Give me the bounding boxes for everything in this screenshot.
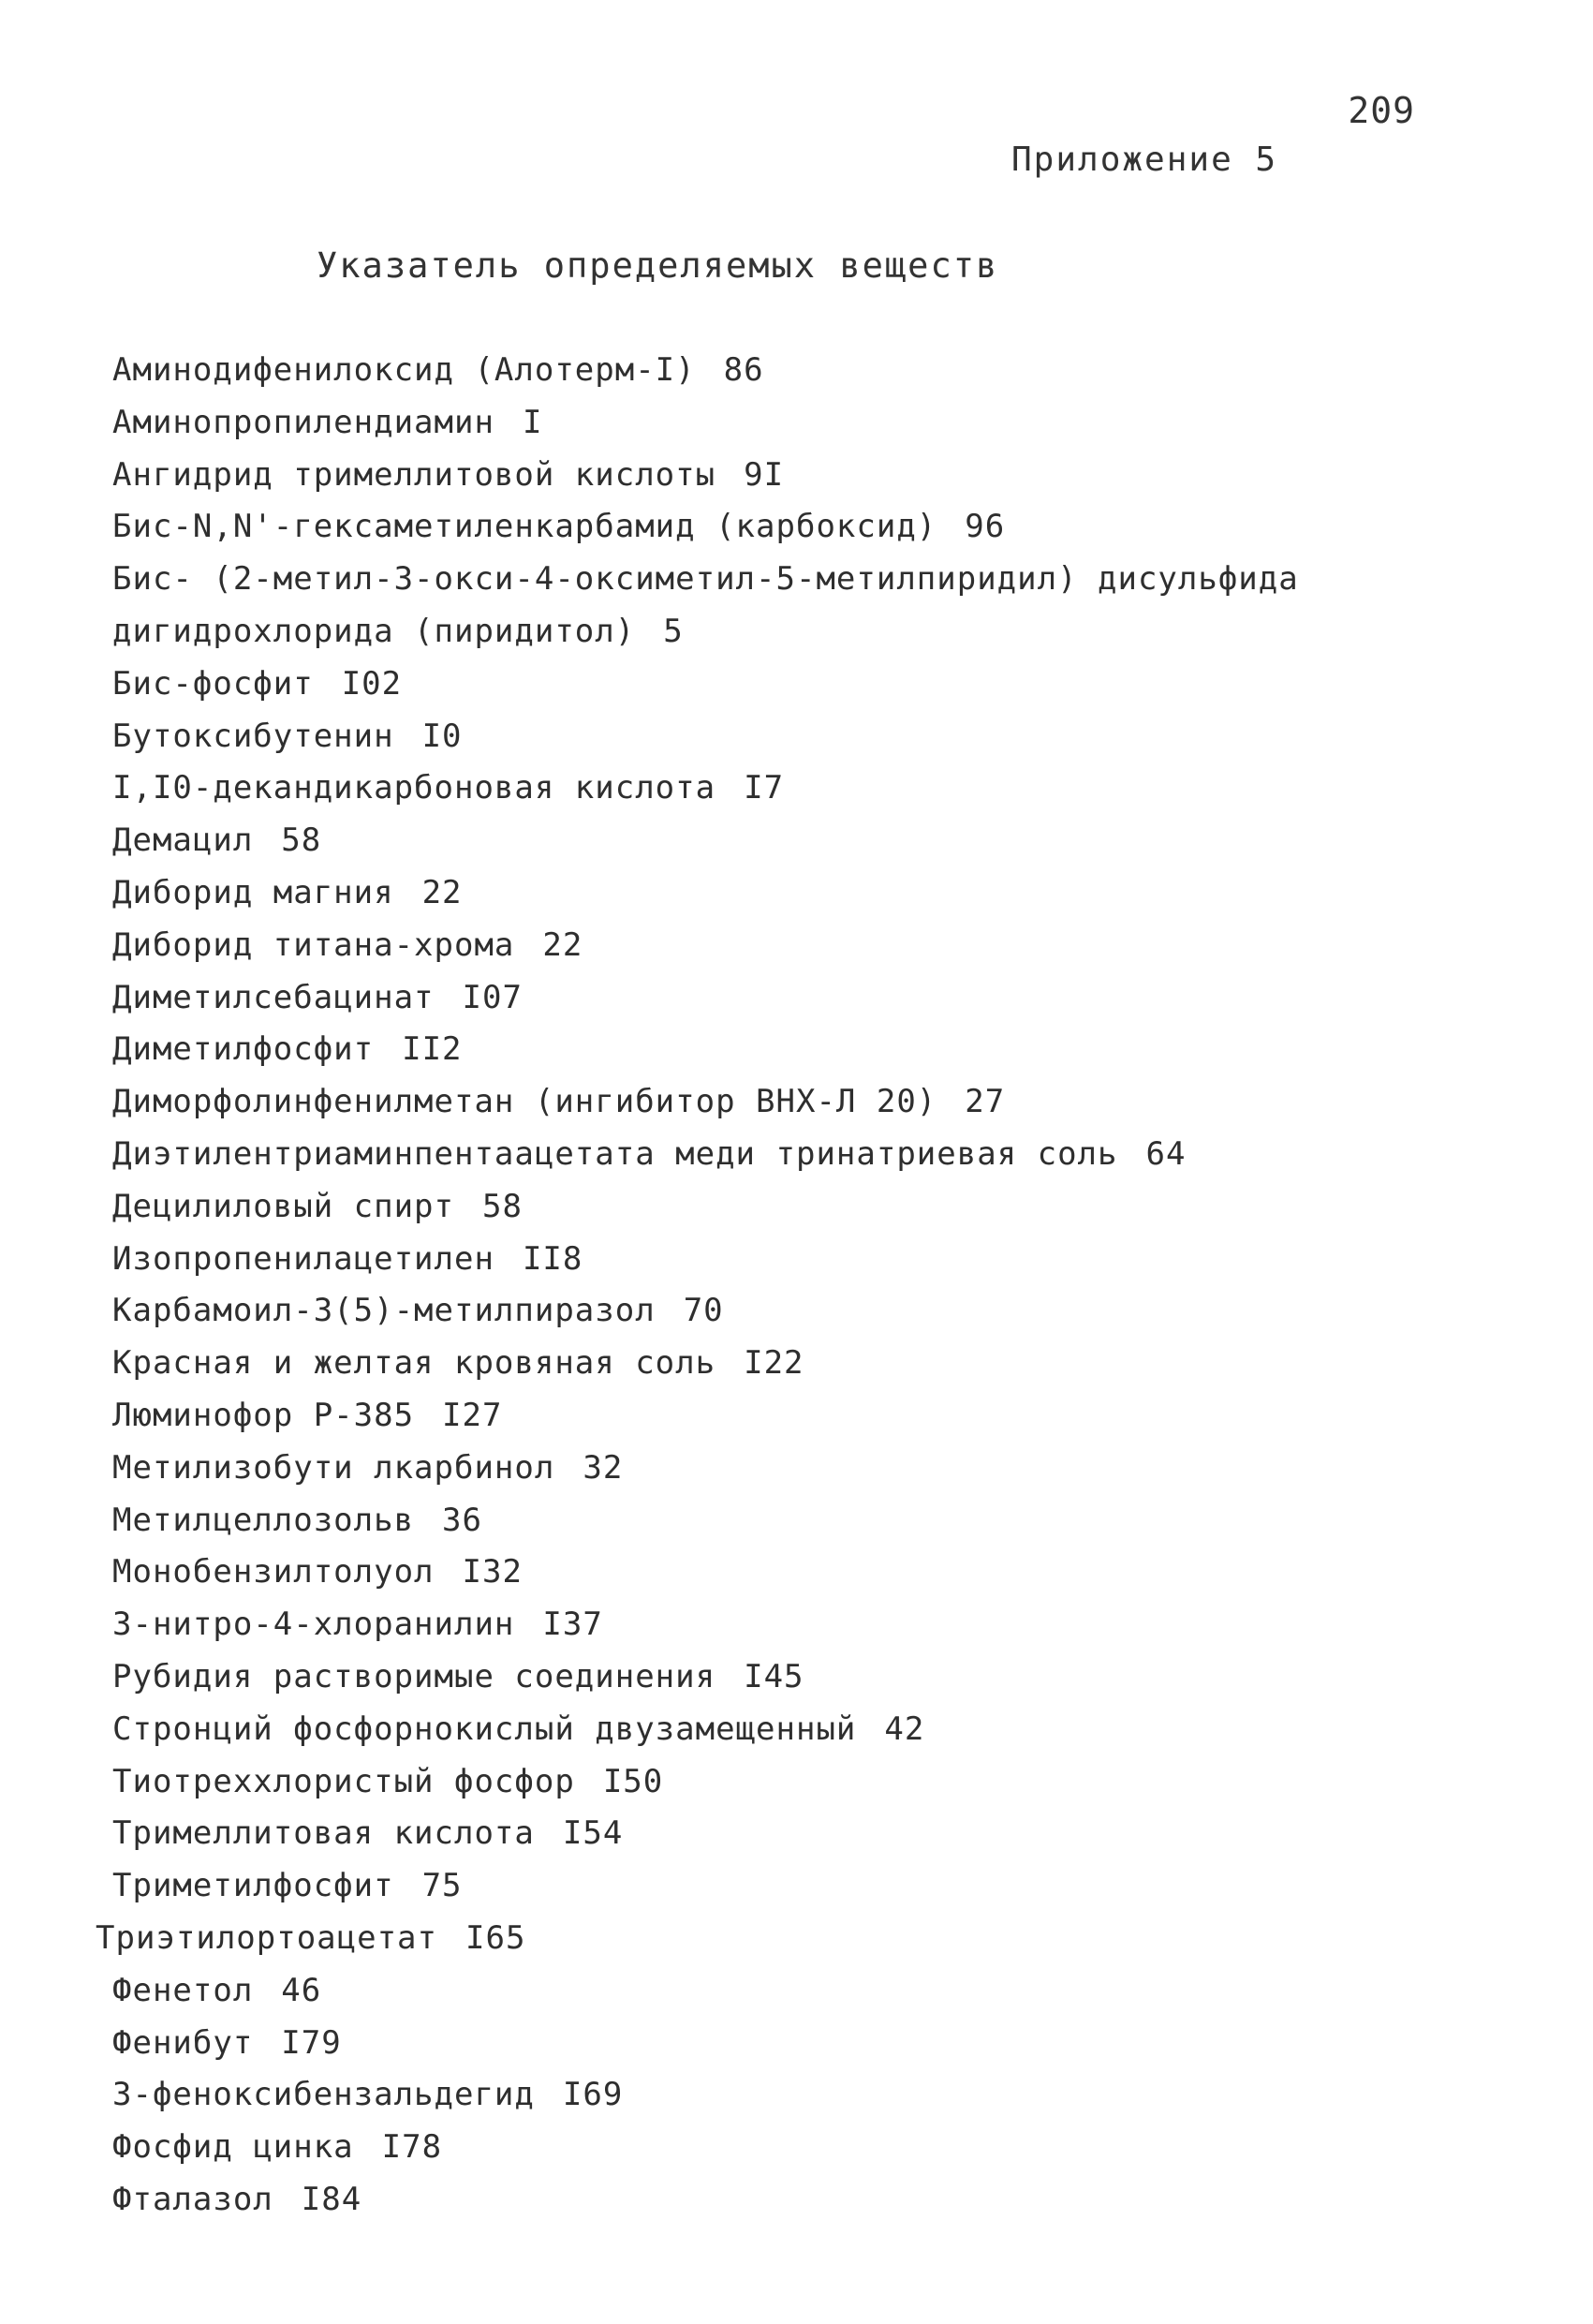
entry-page-ref: 36	[442, 1501, 482, 1539]
entry-name: Тиотреххлористый фосфор	[112, 1762, 575, 1800]
entry-page-ref: I84	[301, 2180, 362, 2218]
entry-name: Диметилсебацинат	[112, 978, 435, 1016]
page-number: 209	[1348, 90, 1415, 131]
index-entry	[112, 450, 1299, 502]
index-entry	[112, 1129, 1299, 1181]
index-entry	[112, 2122, 1299, 2174]
entry-page-ref: 96	[965, 508, 1006, 546]
entry-page-ref: 64	[1145, 1134, 1187, 1173]
index-entry	[112, 867, 1299, 920]
index-entry	[112, 1651, 1299, 1704]
entry-page-ref: 27	[965, 1083, 1006, 1121]
entry-page-ref: 22	[421, 873, 463, 911]
entry-name: Изопропенилацетилен	[112, 1239, 494, 1278]
entry-page-ref: I22	[744, 1344, 804, 1383]
entry-page-ref: 75	[421, 1867, 463, 1905]
index-entry	[112, 711, 1299, 763]
entry-page-ref: I0	[421, 717, 463, 755]
index-entry	[112, 606, 1299, 659]
entry-page-ref: 58	[281, 822, 322, 860]
entry-name: Тримеллитовая кислота	[112, 1814, 535, 1853]
index-entry	[112, 1285, 1299, 1338]
entry-name: Аминопропилендиамин	[112, 403, 494, 441]
entry-page-ref: I07	[462, 978, 523, 1016]
entry-name: дигидрохлорида (пиридитол)	[112, 612, 636, 650]
entry-name: Фенибут	[112, 2023, 254, 2062]
index-entry	[112, 1860, 1299, 1913]
index-entry	[112, 554, 1299, 606]
entry-page-ref: 46	[281, 1971, 322, 2009]
entry-name: 3-феноксибензальдегид	[112, 2076, 535, 2114]
entry-name: Триэтилортоацетат	[96, 1918, 437, 1957]
entry-page-ref: 5	[663, 612, 684, 650]
index-entry	[112, 1181, 1299, 1234]
index-entry	[112, 501, 1299, 554]
index-entry	[112, 1234, 1299, 1286]
entry-page-ref: II2	[402, 1030, 463, 1069]
entry-name: Стронций фосфорнокислый двузамещенный	[112, 1710, 857, 1748]
entry-page-ref: I79	[281, 2023, 342, 2062]
entry-name: Диметилфосфит	[112, 1030, 375, 1069]
entry-page-ref: II8	[522, 1239, 583, 1278]
entry-name: Децилиловый спирт	[112, 1187, 454, 1225]
entry-page-ref: I78	[381, 2128, 443, 2167]
entry-name: Метилцеллозольв	[112, 1501, 415, 1539]
appendix-label: Приложение 5	[1011, 141, 1278, 179]
entry-name: Демацил	[112, 822, 254, 860]
entry-page-ref: 42	[884, 1710, 925, 1748]
index-entry	[112, 1076, 1299, 1129]
index-entry	[112, 1443, 1299, 1495]
entry-page-ref: 22	[542, 925, 583, 964]
index-entry	[112, 1390, 1299, 1443]
entry-page-ref: I02	[341, 664, 403, 703]
entry-name: Метилизобути лкарбинол	[112, 1448, 555, 1487]
entry-name: I,I0-декандикарбоновая кислота	[112, 769, 716, 807]
index-entry	[112, 972, 1299, 1025]
index-entry	[112, 2069, 1299, 2122]
entry-page-ref: I65	[465, 1918, 526, 1957]
entry-page-ref: I45	[744, 1657, 804, 1695]
entry-name: Люминофор Р-385	[112, 1396, 415, 1434]
entry-name: Диборид магния	[112, 873, 394, 911]
index-entry	[112, 1547, 1299, 1599]
entry-name: Фосфид цинка	[112, 2128, 354, 2167]
entry-name: 3-нитро-4-хлоранилин	[112, 1606, 515, 1644]
entry-name: Фенетол	[112, 1971, 254, 2009]
entry-page-ref: I7	[744, 769, 785, 807]
entry-page-ref: 58	[482, 1187, 523, 1225]
index-entry	[112, 1338, 1299, 1390]
index-entry	[112, 397, 1299, 450]
entry-name: Ангидрид тримеллитовой кислоты	[112, 455, 716, 494]
entry-page-ref: 70	[683, 1292, 724, 1330]
entry-name: Диборид титана-хрома	[112, 925, 515, 964]
entry-name: Бис-фосфит	[112, 664, 314, 703]
entry-name: Монобензилтолуол	[112, 1553, 435, 1591]
entry-name: Бис- (2-метил-3-окси-4-оксиметил-5-метилпиридил) дисульфида	[112, 560, 1299, 599]
entry-name: Аминодифенилоксид (Алотерм-I)	[112, 351, 696, 389]
entry-page-ref: I27	[442, 1396, 503, 1434]
entry-page-ref: 32	[583, 1448, 624, 1487]
entry-name: Бутоксибутенин	[112, 717, 394, 755]
entry-page-ref: I	[522, 403, 543, 441]
index-entry	[112, 2018, 1299, 2070]
entry-name: Диморфолинфенилметан (ингибитор ВНХ-Л 20)	[112, 1083, 937, 1121]
entry-name: Бис-N,N'-гексаметиленкарбамид (карбоксид)	[112, 508, 937, 546]
entry-name: Рубидия растворимые соединения	[112, 1657, 716, 1695]
substance-index-list	[96, 345, 1299, 2227]
index-entry	[112, 762, 1299, 815]
entry-page-ref: 9I	[744, 455, 785, 494]
entry-page-ref: I54	[562, 1814, 624, 1853]
index-entry	[112, 920, 1299, 972]
index-entry	[112, 1756, 1299, 1809]
index-entry	[112, 659, 1299, 711]
index-entry	[112, 1704, 1299, 1756]
entry-name: Красная и желтая кровяная соль	[112, 1344, 716, 1383]
index-entry	[112, 345, 1299, 397]
entry-name: Фталазол	[112, 2180, 273, 2218]
entry-page-ref: I69	[562, 2076, 624, 2114]
entry-name: Диэтилентриаминпентаацетата меди тринатриевая соль	[112, 1134, 1118, 1173]
entry-page-ref: I50	[602, 1762, 664, 1800]
entry-page-ref: I32	[462, 1553, 523, 1591]
index-entry	[112, 1495, 1299, 1547]
index-entry	[112, 1808, 1299, 1860]
entry-name: Триметилфосфит	[112, 1867, 394, 1905]
index-entry	[112, 1965, 1299, 2018]
entry-name: Карбамоил-3(5)-метилпиразол	[112, 1292, 656, 1330]
index-entry	[112, 1024, 1299, 1076]
entry-page-ref: 86	[723, 351, 764, 389]
index-title: Указатель определяемых веществ	[317, 245, 999, 286]
index-entry	[112, 815, 1299, 867]
index-entry	[112, 2174, 1299, 2227]
index-entry	[96, 1913, 1299, 1965]
index-entry	[112, 1599, 1299, 1651]
entry-page-ref: I37	[542, 1606, 603, 1644]
